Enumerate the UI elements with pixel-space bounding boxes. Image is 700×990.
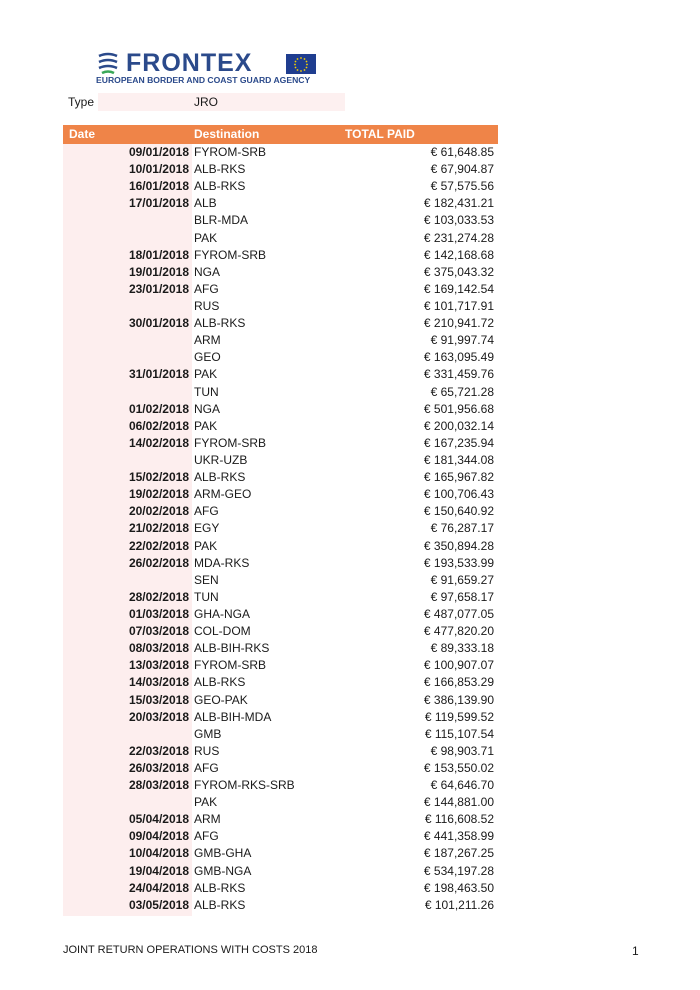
table-row — [63, 828, 498, 845]
table-row — [63, 298, 498, 315]
row-total-paid: € 101,717.91 — [423, 298, 494, 313]
row-destination: EGY — [194, 521, 220, 536]
table-row — [63, 692, 498, 709]
row-date: 10/01/2018 — [128, 162, 189, 177]
column-header-total-paid: TOTAL PAID — [345, 127, 415, 141]
row-date: 17/01/2018 — [128, 196, 189, 211]
logo-name: FRONTEX — [126, 49, 253, 77]
row-total-paid: € 57,575.56 — [430, 179, 494, 194]
row-destination: ALB-RKS — [194, 897, 246, 912]
table-row — [63, 897, 498, 914]
row-total-paid: € 76,287.17 — [430, 521, 494, 536]
table-row — [63, 384, 498, 401]
row-destination: GEO-PAK — [194, 692, 248, 707]
table-row — [63, 794, 498, 811]
table-row — [63, 606, 498, 623]
row-destination: GMB — [194, 726, 222, 741]
row-date: 08/03/2018 — [128, 641, 189, 656]
table-row — [63, 880, 498, 897]
type-value-background — [98, 93, 345, 111]
table-row — [63, 845, 498, 862]
row-destination: RUS — [194, 743, 220, 758]
row-destination: PAK — [194, 418, 218, 433]
table-row — [63, 178, 498, 195]
row-destination: UKR-UZB — [194, 452, 248, 467]
row-date: 20/03/2018 — [128, 709, 189, 724]
row-destination: AFG — [194, 281, 219, 296]
row-date: 30/01/2018 — [128, 316, 189, 331]
row-destination: TUN — [194, 384, 219, 399]
table-row — [63, 811, 498, 828]
row-total-paid: € 200,032.14 — [423, 418, 494, 433]
row-total-paid: € 89,333.18 — [430, 641, 494, 656]
row-date: 26/03/2018 — [128, 760, 189, 775]
row-date: 19/01/2018 — [128, 264, 189, 279]
row-destination: COL-DOM — [194, 624, 251, 639]
table-row — [63, 247, 498, 264]
row-date: 26/02/2018 — [128, 555, 189, 570]
row-destination: ALB-RKS — [194, 162, 246, 177]
row-total-paid: € 119,599.52 — [424, 709, 494, 724]
row-total-paid: € 501,956.68 — [423, 401, 494, 416]
row-total-paid: € 167,235.94 — [423, 435, 494, 450]
row-total-paid: € 193,533.99 — [423, 555, 494, 570]
row-date: 19/02/2018 — [128, 487, 189, 502]
row-destination: GMB-NGA — [194, 863, 252, 878]
row-date: 15/03/2018 — [128, 692, 189, 707]
table-row — [63, 589, 498, 606]
table-row — [63, 281, 498, 298]
row-total-paid: € 91,659.27 — [430, 572, 494, 587]
page-number: 1 — [632, 944, 639, 958]
row-total-paid: € 331,459.76 — [423, 367, 494, 382]
row-destination: FYROM-SRB — [194, 145, 266, 159]
table-body — [63, 144, 498, 914]
table-row — [63, 349, 498, 366]
row-date: 15/02/2018 — [128, 470, 189, 485]
row-date: 10/04/2018 — [128, 846, 189, 861]
row-destination: RUS — [194, 298, 220, 313]
table-row — [63, 572, 498, 589]
row-destination: TUN — [194, 589, 219, 604]
table-row — [63, 503, 498, 520]
row-total-paid: € 165,967.82 — [423, 470, 494, 485]
row-total-paid: € 91,997.74 — [430, 333, 494, 348]
row-destination: FYROM-SRB — [194, 247, 266, 262]
row-total-paid: € 210,941.72 — [423, 316, 494, 331]
row-destination: ARM-GEO — [194, 487, 252, 502]
frontex-logo — [96, 48, 336, 88]
row-date: 22/02/2018 — [128, 538, 189, 553]
row-date: 05/04/2018 — [128, 812, 189, 827]
row-date: 19/04/2018 — [128, 863, 189, 878]
table-row — [63, 743, 498, 760]
row-destination: ALB-RKS — [194, 675, 246, 690]
row-date: 24/04/2018 — [128, 880, 189, 895]
table-row — [63, 366, 498, 383]
row-total-paid: € 350,894.28 — [423, 538, 494, 553]
row-total-paid: € 375,043.32 — [423, 264, 494, 279]
row-date: 03/05/2018 — [128, 897, 189, 912]
frontex-waves-icon — [96, 51, 120, 75]
type-row — [63, 93, 345, 111]
row-total-paid: € 198,463.50 — [423, 880, 494, 895]
table-row — [63, 623, 498, 640]
row-total-paid: € 181,344.08 — [423, 452, 494, 467]
row-destination: AFG — [194, 760, 219, 775]
row-destination: NGA — [194, 401, 221, 416]
table-row — [63, 777, 498, 794]
table-row — [63, 144, 498, 161]
row-date: 01/02/2018 — [128, 401, 189, 416]
row-destination: NGA — [194, 264, 221, 279]
row-total-paid: € 61,648.85 — [430, 145, 494, 159]
row-total-paid: € 477,820.20 — [423, 624, 494, 639]
row-total-paid: € 441,358.99 — [423, 829, 494, 844]
table-row — [63, 520, 498, 537]
row-total-paid: € 386,139.90 — [423, 692, 494, 707]
row-date: 13/03/2018 — [128, 658, 189, 673]
row-destination: ARM — [194, 812, 221, 827]
column-header-destination: Destination — [194, 127, 260, 141]
row-date: 28/02/2018 — [128, 589, 189, 604]
row-destination: MDA-RKS — [194, 555, 250, 570]
row-total-paid: € 153,550.02 — [423, 760, 494, 775]
table-row — [63, 161, 498, 178]
type-label: Type — [68, 95, 95, 109]
row-total-paid: € 100,706.43 — [423, 487, 494, 502]
row-total-paid: € 163,095.49 — [423, 350, 494, 365]
row-destination: ARM — [194, 333, 221, 348]
row-date: 14/02/2018 — [128, 435, 189, 450]
row-destination: AFG — [194, 829, 219, 844]
row-date: 23/01/2018 — [128, 281, 189, 296]
row-destination: PAK — [194, 538, 218, 553]
row-total-paid: € 487,077.05 — [423, 606, 494, 621]
table-row — [63, 709, 498, 726]
table-row — [63, 452, 498, 469]
row-destination: PAK — [194, 795, 218, 810]
row-date: 18/01/2018 — [128, 247, 189, 262]
row-destination: AFG — [194, 504, 219, 519]
row-total-paid: € 64,646.70 — [430, 778, 494, 793]
row-destination: SEN — [194, 572, 219, 587]
table-row — [63, 401, 498, 418]
row-destination: ALB-BIH-RKS — [194, 641, 270, 656]
row-date: 06/02/2018 — [128, 418, 189, 433]
table-row — [63, 418, 498, 435]
row-date: 21/02/2018 — [128, 521, 189, 536]
row-date: 09/01/2018 — [128, 145, 189, 159]
table-row — [63, 486, 498, 503]
table-row — [63, 726, 498, 743]
row-destination: PAK — [194, 367, 218, 382]
row-date: 20/02/2018 — [128, 504, 189, 519]
type-value: JRO — [194, 95, 218, 109]
row-total-paid: € 116,608.52 — [424, 812, 494, 827]
row-destination: PAK — [194, 230, 218, 245]
row-destination: ALB-RKS — [194, 470, 246, 485]
row-destination: FYROM-RKS-SRB — [194, 778, 295, 793]
row-date: 28/03/2018 — [128, 778, 189, 793]
row-total-paid: € 169,142.54 — [423, 281, 494, 296]
row-date: 01/03/2018 — [128, 606, 189, 621]
row-date: 16/01/2018 — [128, 179, 189, 194]
eu-flag-icon — [286, 54, 316, 74]
row-date: 22/03/2018 — [128, 743, 189, 758]
row-destination: FYROM-SRB — [194, 658, 266, 673]
row-total-paid: € 115,107.54 — [424, 726, 494, 741]
row-total-paid: € 100,907.07 — [423, 658, 494, 673]
table-header — [63, 125, 498, 144]
row-total-paid: € 142,168.68 — [423, 247, 494, 262]
row-date: 09/04/2018 — [128, 829, 189, 844]
row-date: 31/01/2018 — [128, 367, 189, 382]
footer-title: JOINT RETURN OPERATIONS WITH COSTS 2018 — [63, 944, 318, 956]
row-date: 07/03/2018 — [128, 624, 189, 639]
row-total-paid: € 150,640.92 — [423, 504, 494, 519]
row-destination: GHA-NGA — [194, 606, 251, 621]
table-row — [63, 230, 498, 247]
row-total-paid: € 67,904.87 — [430, 162, 494, 177]
logo-subtitle: EUROPEAN BORDER AND COAST GUARD AGENCY — [96, 75, 311, 85]
row-total-paid: € 98,903.71 — [430, 743, 494, 758]
row-total-paid: € 187,267.25 — [423, 846, 494, 861]
row-total-paid: € 97,658.17 — [430, 589, 494, 604]
table-row — [63, 760, 498, 777]
row-total-paid: € 231,274.28 — [423, 230, 494, 245]
row-total-paid: € 101,211.26 — [424, 897, 494, 912]
table-row — [63, 640, 498, 657]
table-row — [63, 315, 498, 332]
row-total-paid: € 65,721.28 — [430, 384, 494, 399]
column-header-date: Date — [69, 127, 96, 141]
row-total-paid: € 534,197.28 — [423, 863, 494, 878]
table-row — [63, 555, 498, 572]
row-total-paid: € 144,881.00 — [423, 795, 494, 810]
row-total-paid: € 182,431.21 — [423, 196, 494, 211]
table-row — [63, 863, 498, 880]
row-destination: ALB-RKS — [194, 880, 246, 895]
table-row — [63, 469, 498, 486]
table-row — [63, 212, 498, 229]
table-row — [63, 332, 498, 349]
row-destination: FYROM-SRB — [194, 435, 266, 450]
row-total-paid: € 103,033.53 — [423, 213, 494, 228]
table-row — [63, 264, 498, 281]
row-destination: ALB-BIH-MDA — [194, 709, 272, 724]
table-row — [63, 195, 498, 212]
table-row — [63, 657, 498, 674]
row-destination: ALB — [194, 196, 217, 211]
table-row — [63, 435, 498, 452]
row-destination: ALB-RKS — [194, 316, 246, 331]
row-destination: GMB-GHA — [194, 846, 252, 861]
row-destination: ALB-RKS — [194, 179, 246, 194]
table-row — [63, 674, 498, 691]
row-date: 14/03/2018 — [128, 675, 189, 690]
row-total-paid: € 166,853.29 — [423, 675, 494, 690]
table-row — [63, 538, 498, 555]
row-destination: GEO — [194, 350, 221, 365]
row-destination: BLR-MDA — [194, 213, 249, 228]
